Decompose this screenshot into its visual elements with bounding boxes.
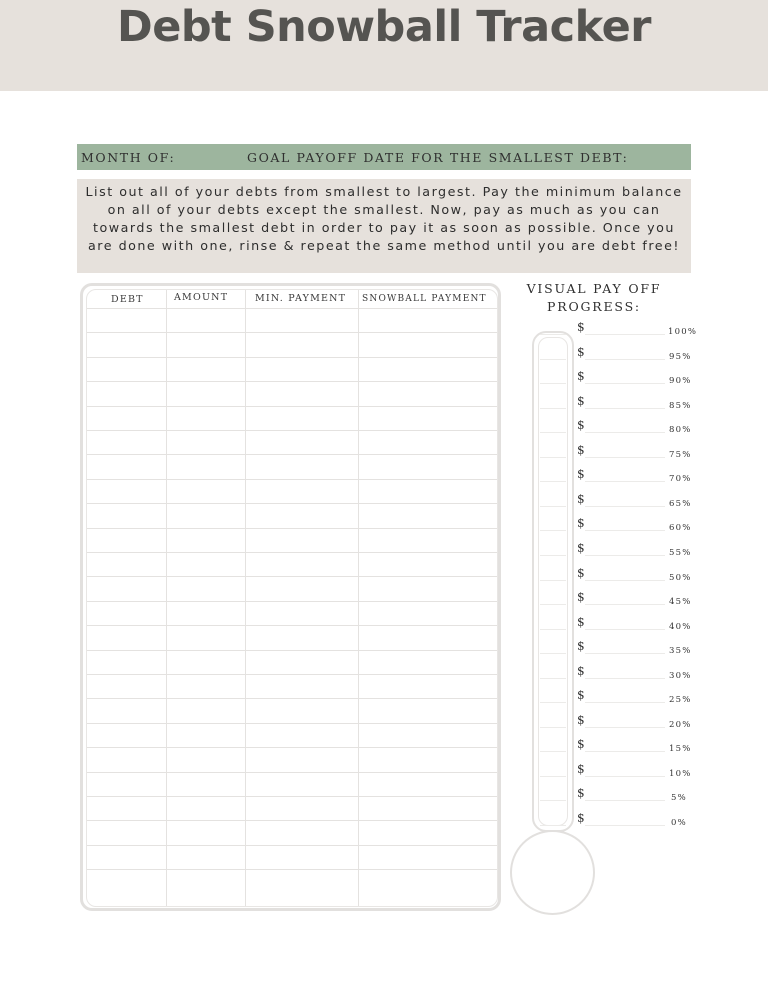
- table-column-divider: [166, 290, 167, 906]
- amount-write-line: [585, 727, 665, 728]
- amount-write-line: [585, 530, 665, 531]
- dollar-amount-label: $: [577, 394, 585, 408]
- table-row-line: [87, 503, 497, 504]
- instructions-text: List out all of your debts from smallest to largest. Pay the minimum balance on all of your debts except the smallest. Now, pay as much as you can towards the smallest debt in order to pay it as soon as possible. Once you are done with one, rinse & repeat the same method until you are debt free!: [85, 184, 683, 253]
- dollar-amount-label: $: [577, 737, 585, 751]
- amount-write-line: [585, 678, 665, 679]
- table-row-line: [87, 747, 497, 748]
- progress-title: VISUAL PAY OFF PROGRESS:: [526, 281, 662, 314]
- table-row-line: [87, 772, 497, 773]
- percent-label: 50%: [669, 573, 692, 583]
- dollar-amount-label: $: [577, 786, 585, 800]
- amount-write-line: [585, 457, 665, 458]
- thermometer-tick: [540, 432, 566, 433]
- table-row-line: [87, 381, 497, 382]
- dollar-amount-label: $: [577, 639, 585, 653]
- percent-label: 10%: [669, 769, 692, 779]
- percent-label: 25%: [669, 695, 692, 705]
- table-row-line: [87, 625, 497, 626]
- amount-write-line: [585, 580, 665, 581]
- percent-label: 60%: [669, 523, 692, 533]
- table-row-line: [87, 454, 497, 455]
- table-row-line: [87, 576, 497, 577]
- percent-label: 0%: [671, 818, 687, 828]
- amount-write-line: [585, 702, 665, 703]
- thermometer-tick: [540, 359, 566, 360]
- amount-write-line: [585, 432, 665, 433]
- table-row-line: [87, 552, 497, 553]
- table-column-divider: [358, 290, 359, 906]
- amount-write-line: [585, 334, 665, 335]
- amount-write-line: [585, 629, 665, 630]
- percent-label: 80%: [669, 425, 692, 435]
- thermometer-tick: [540, 506, 566, 507]
- thermometer-tube-inner: [538, 337, 568, 826]
- dollar-amount-label: $: [577, 566, 585, 580]
- amount-write-line: [585, 604, 665, 605]
- percent-label: 75%: [669, 450, 692, 460]
- amount-write-line: [585, 383, 665, 384]
- amount-write-line: [585, 555, 665, 556]
- percent-label: 65%: [669, 499, 692, 509]
- table-row-line: [87, 698, 497, 699]
- thermometer-tick: [540, 678, 566, 679]
- percent-label: 90%: [669, 376, 692, 386]
- amount-write-line: [585, 800, 665, 801]
- percent-label: 100%: [668, 327, 698, 337]
- thermometer-tick: [540, 383, 566, 384]
- thermometer-tick: [540, 751, 566, 752]
- table-row-line: [87, 406, 497, 407]
- thermometer-tick: [540, 481, 566, 482]
- thermometer-tick: [540, 653, 566, 654]
- dollar-amount-label: $: [577, 664, 585, 678]
- thermometer-tick: [540, 604, 566, 605]
- table-row-line: [87, 674, 497, 675]
- thermometer-tick: [540, 408, 566, 409]
- table-row-line: [87, 479, 497, 480]
- percent-label: 35%: [669, 646, 692, 656]
- thermometer-tick: [540, 530, 566, 531]
- column-header-debt: DEBT: [111, 294, 144, 305]
- thermometer-tick: [540, 776, 566, 777]
- dollar-amount-label: $: [577, 811, 585, 825]
- column-header-amount: AMOUNT: [174, 292, 229, 303]
- thermometer-tick: [540, 800, 566, 801]
- percent-label: 55%: [669, 548, 692, 558]
- dollar-amount-label: $: [577, 713, 585, 727]
- thermometer-tick: [540, 580, 566, 581]
- thermometer-tick: [540, 457, 566, 458]
- table-row-line: [87, 723, 497, 724]
- dollar-amount-label: $: [577, 590, 585, 604]
- dollar-amount-label: $: [577, 516, 585, 530]
- percent-label: 15%: [669, 744, 692, 754]
- dollar-amount-label: $: [577, 320, 585, 334]
- thermometer-tick: [540, 702, 566, 703]
- thermometer-tick: [540, 825, 566, 826]
- amount-write-line: [585, 408, 665, 409]
- dollar-amount-label: $: [577, 688, 585, 702]
- dollar-amount-label: $: [577, 615, 585, 629]
- percent-label: 95%: [669, 352, 692, 362]
- dollar-amount-label: $: [577, 467, 585, 481]
- percent-label: 85%: [669, 401, 692, 411]
- thermometer-tick: [540, 334, 566, 335]
- percent-label: 45%: [669, 597, 692, 607]
- percent-label: 20%: [669, 720, 692, 730]
- table-column-divider: [245, 290, 246, 906]
- table-row-line: [87, 430, 497, 431]
- thermometer-bulb: [510, 830, 595, 915]
- table-row-line: [87, 650, 497, 651]
- thermometer-tick: [540, 555, 566, 556]
- percent-label: 5%: [671, 793, 687, 803]
- amount-write-line: [585, 653, 665, 654]
- amount-write-line: [585, 481, 665, 482]
- table-row-line: [87, 528, 497, 529]
- dollar-amount-label: $: [577, 369, 585, 383]
- month-of-label: MONTH OF:: [81, 150, 176, 165]
- dollar-amount-label: $: [577, 492, 585, 506]
- thermometer-tick: [540, 629, 566, 630]
- dollar-amount-label: $: [577, 345, 585, 359]
- table-row-line: [87, 332, 497, 333]
- table-row-line: [87, 357, 497, 358]
- table-row-line: [87, 845, 497, 846]
- table-row-line: [87, 308, 497, 309]
- amount-write-line: [585, 506, 665, 507]
- table-row-line: [87, 820, 497, 821]
- percent-label: 30%: [669, 671, 692, 681]
- table-row-line: [87, 869, 497, 870]
- goal-payoff-date-label: GOAL PAYOFF DATE FOR THE SMALLEST DEBT:: [247, 150, 629, 165]
- dollar-amount-label: $: [577, 418, 585, 432]
- amount-write-line: [585, 359, 665, 360]
- dollar-amount-label: $: [577, 762, 585, 776]
- amount-write-line: [585, 776, 665, 777]
- page-title: Debt Snowball Tracker: [117, 2, 651, 52]
- column-header-min-payment: MIN. PAYMENT: [255, 293, 347, 304]
- amount-write-line: [585, 825, 665, 826]
- table-row-line: [87, 796, 497, 797]
- table-row-line: [87, 601, 497, 602]
- column-header-snowball-payment: SNOWBALL PAYMENT: [362, 294, 487, 304]
- dollar-amount-label: $: [577, 541, 585, 555]
- percent-label: 40%: [669, 622, 692, 632]
- amount-write-line: [585, 751, 665, 752]
- percent-label: 70%: [669, 474, 692, 484]
- thermometer-tick: [540, 727, 566, 728]
- dollar-amount-label: $: [577, 443, 585, 457]
